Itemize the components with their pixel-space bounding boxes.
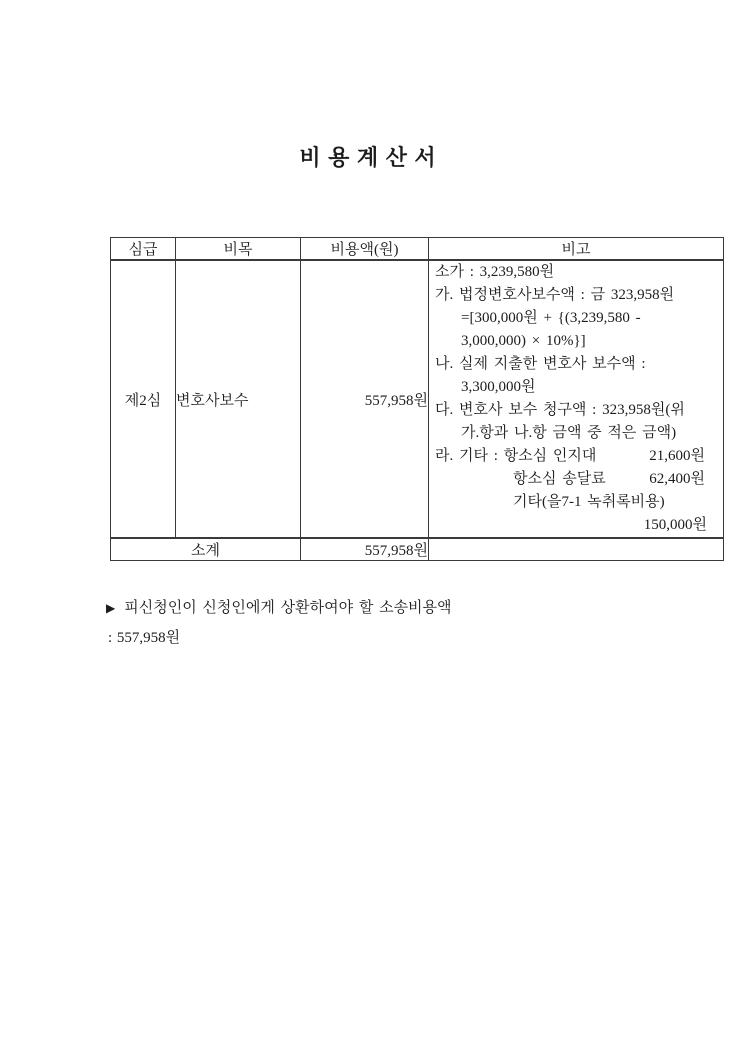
cell-remarks xyxy=(429,260,724,538)
triangle-bullet-icon: ▶ xyxy=(106,601,116,615)
table-header-item: 비목 xyxy=(176,238,301,261)
cell-item: 변호사보수 xyxy=(176,260,301,538)
footer-note-text: 피신청인이 신청인에게 상환하여야 할 소송비용액 xyxy=(124,600,452,616)
cost-table xyxy=(110,237,724,561)
remark-text: 항소심 송달료 xyxy=(513,471,606,487)
subtotal-row xyxy=(111,538,724,561)
footer-note-line1 xyxy=(106,600,452,617)
remark-line xyxy=(429,445,723,468)
remark-line: 기타(을7-1 녹취록비용) xyxy=(513,494,665,510)
cell-amount: 557,958원 xyxy=(301,260,429,538)
table-header-level: 심급 xyxy=(111,238,176,261)
remark-line: 가. 법정변호사보수액 : 금 323,958원 xyxy=(435,287,675,303)
page-title: 비 용 계 산 서 xyxy=(299,145,437,170)
remark-line: 3,000,000) × 10%}] xyxy=(461,333,586,349)
remark-line: 다. 변호사 보수 청구액 : 323,958원(위 xyxy=(435,402,685,418)
subtotal-label: 소계 xyxy=(111,538,301,561)
footer-note-amount: : 557,958원 xyxy=(108,630,181,646)
remark-line: 소가 : 3,239,580원 xyxy=(435,264,555,280)
remark-line: 3,300,000원 xyxy=(461,379,536,395)
table-header-row xyxy=(111,238,724,261)
remark-line: =[300,000원 + {(3,239,580 - xyxy=(461,310,641,326)
subtotal-amount: 557,958원 xyxy=(301,538,429,561)
remark-text: 라. 기타 : 항소심 인지대 xyxy=(435,448,597,464)
table-row xyxy=(111,260,724,538)
remark-amount: 62,400원 xyxy=(649,471,705,487)
table-header-amount: 비용액(원) xyxy=(301,238,429,261)
table-header-remarks: 비고 xyxy=(429,238,724,261)
remark-line: 가.항과 나.항 금액 중 적은 금액) xyxy=(461,425,677,441)
footer-note xyxy=(106,600,452,647)
cell-level: 제2심 xyxy=(111,260,176,538)
remark-line: 나. 실제 지출한 변호사 보수액 : xyxy=(435,356,646,372)
subtotal-remarks xyxy=(429,538,724,561)
remark-line xyxy=(429,468,723,491)
remark-amount: 21,600원 xyxy=(649,448,705,464)
remark-line: 150,000원 xyxy=(643,517,707,533)
